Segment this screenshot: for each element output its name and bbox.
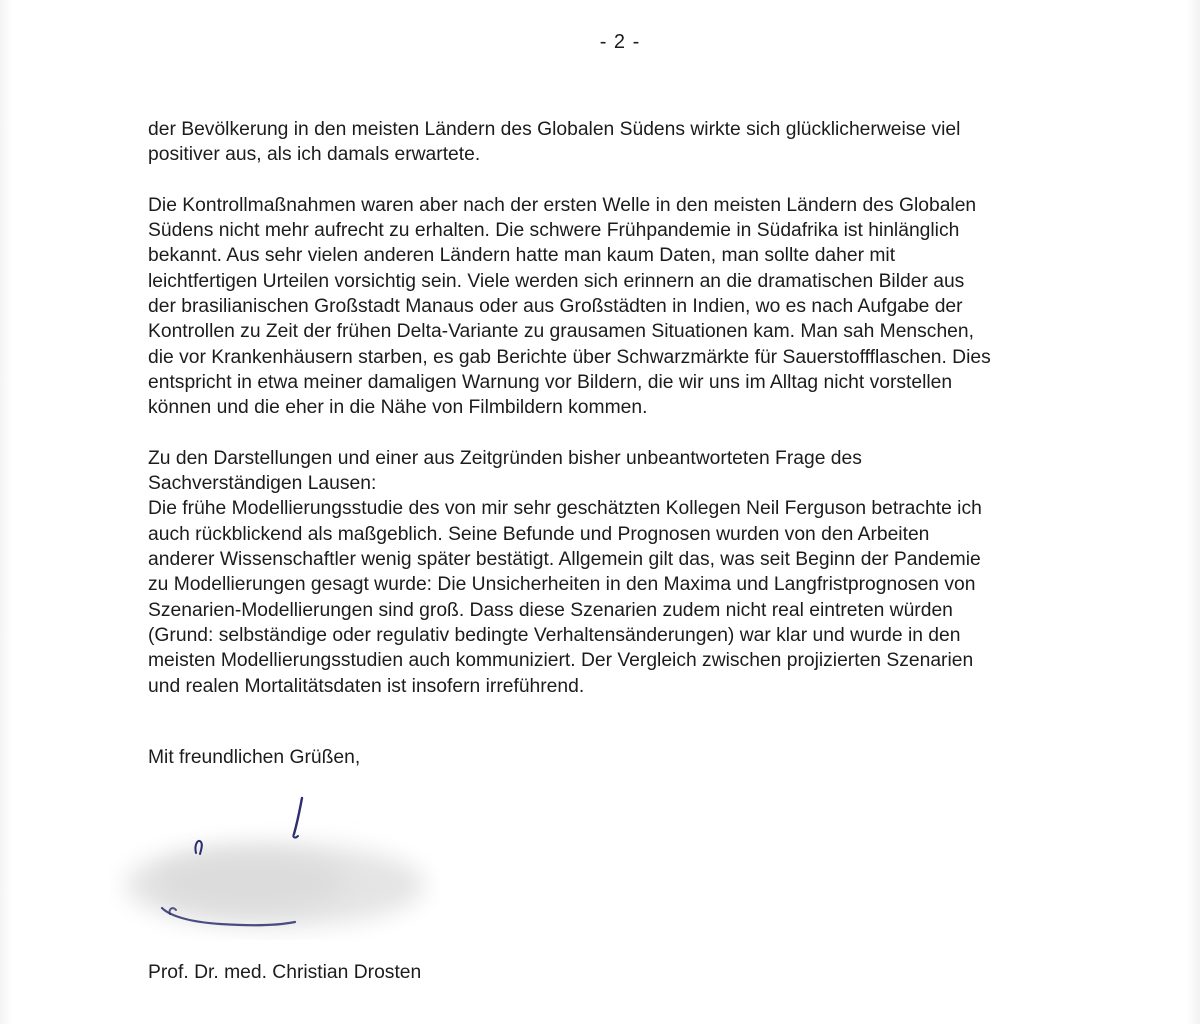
text-line: Die frühe Modellierungsstudie des von mir sehr geschätzten Kollegen Neil Ferguson betrachte ich <box>148 498 982 520</box>
text-line: zu Modellierungen gesagt wurde: Die Unsicherheiten in den Maxima und Langfristprognosen von <box>148 574 976 596</box>
text-line: entspricht in etwa meiner damaligen Warnung vor Bildern, die wir uns im Alltag nicht vorstellen <box>148 371 953 393</box>
text-line: meisten Modellierungsstudien auch kommuniziert. Der Vergleich zwischen projizierten Szenarien <box>148 650 974 672</box>
text-line: der brasilianischen Großstadt Manaus oder aus Großstädten in Indien, wo es nach Aufgabe der <box>148 296 963 318</box>
text-line: können und die eher in die Nähe von Filmbildern kommen. <box>148 397 648 419</box>
text-line: die vor Krankenhäusern starben, es gab Berichte über Schwarzmärkte für Sauerstoffflaschen. Dies <box>148 346 991 368</box>
signer-name: Prof. Dr. med. Christian Drosten <box>148 962 422 983</box>
text-line: positiver aus, als ich damals erwartete. <box>148 144 481 166</box>
paragraph-1 <box>148 117 1108 168</box>
text-line: Kontrollen zu Zeit der frühen Delta-Variante zu grausamen Situationen kam. Man sah Menschen, <box>148 321 974 343</box>
signature-stroke <box>293 834 298 837</box>
closing-salutation: Mit freundlichen Grüßen, <box>148 747 361 768</box>
signature-stroke <box>294 798 302 834</box>
handwritten-signature <box>110 790 440 940</box>
text-line: und realen Mortalitätsdaten ist insofern irreführend. <box>148 675 585 697</box>
text-line: (Grund: selbständige oder regulativ bedingte Verhaltensänderungen) war klar und wurde in den <box>148 624 961 646</box>
text-line: Szenarien-Modellierungen sind groß. Dass diese Szenarien zudem nicht real eintreten würden <box>148 599 953 621</box>
text-line: der Bevölkerung in den meisten Ländern des Globalen Südens wirkte sich glücklicherweise viel <box>148 119 961 140</box>
text-line: Südens nicht mehr aufrecht zu erhalten. Die schwere Frühpandemie in Südafrika ist hinlänglich <box>148 220 960 242</box>
text-line: Sachverständigen Lausen: <box>148 473 377 495</box>
page-number: - 2 - <box>599 31 641 53</box>
text-line: bekannt. Aus sehr vielen anderen Ländern hatte man kaum Daten, man sollte daher mit <box>148 245 896 267</box>
text-line: Die Kontrollmaßnahmen waren aber nach der ersten Welle in den meisten Ländern des Globalen <box>148 194 977 216</box>
signature-image <box>110 790 440 940</box>
letter-body <box>148 117 1108 724</box>
text-line: leichtfertigen Urteilen vorsichtig sein. Viele werden sich erinnern an die dramatischen Bilder aus <box>148 270 965 292</box>
text-line: auch rückblickend als maßgeblich. Seine Befunde und Prognosen wurden von den Arbeiten <box>148 523 930 545</box>
blur-patch-inner <box>155 854 345 910</box>
paragraph-2 <box>148 193 1108 421</box>
text-line: Zu den Darstellungen und einer aus Zeitgründen bisher unbeantworteten Frage des <box>148 447 862 469</box>
paragraph-3 <box>148 446 1108 699</box>
text-line: anderer Wissenschaftler wenig später bestätigt. Allgemein gilt das, was seit Beginn der Pandemie <box>148 549 981 571</box>
